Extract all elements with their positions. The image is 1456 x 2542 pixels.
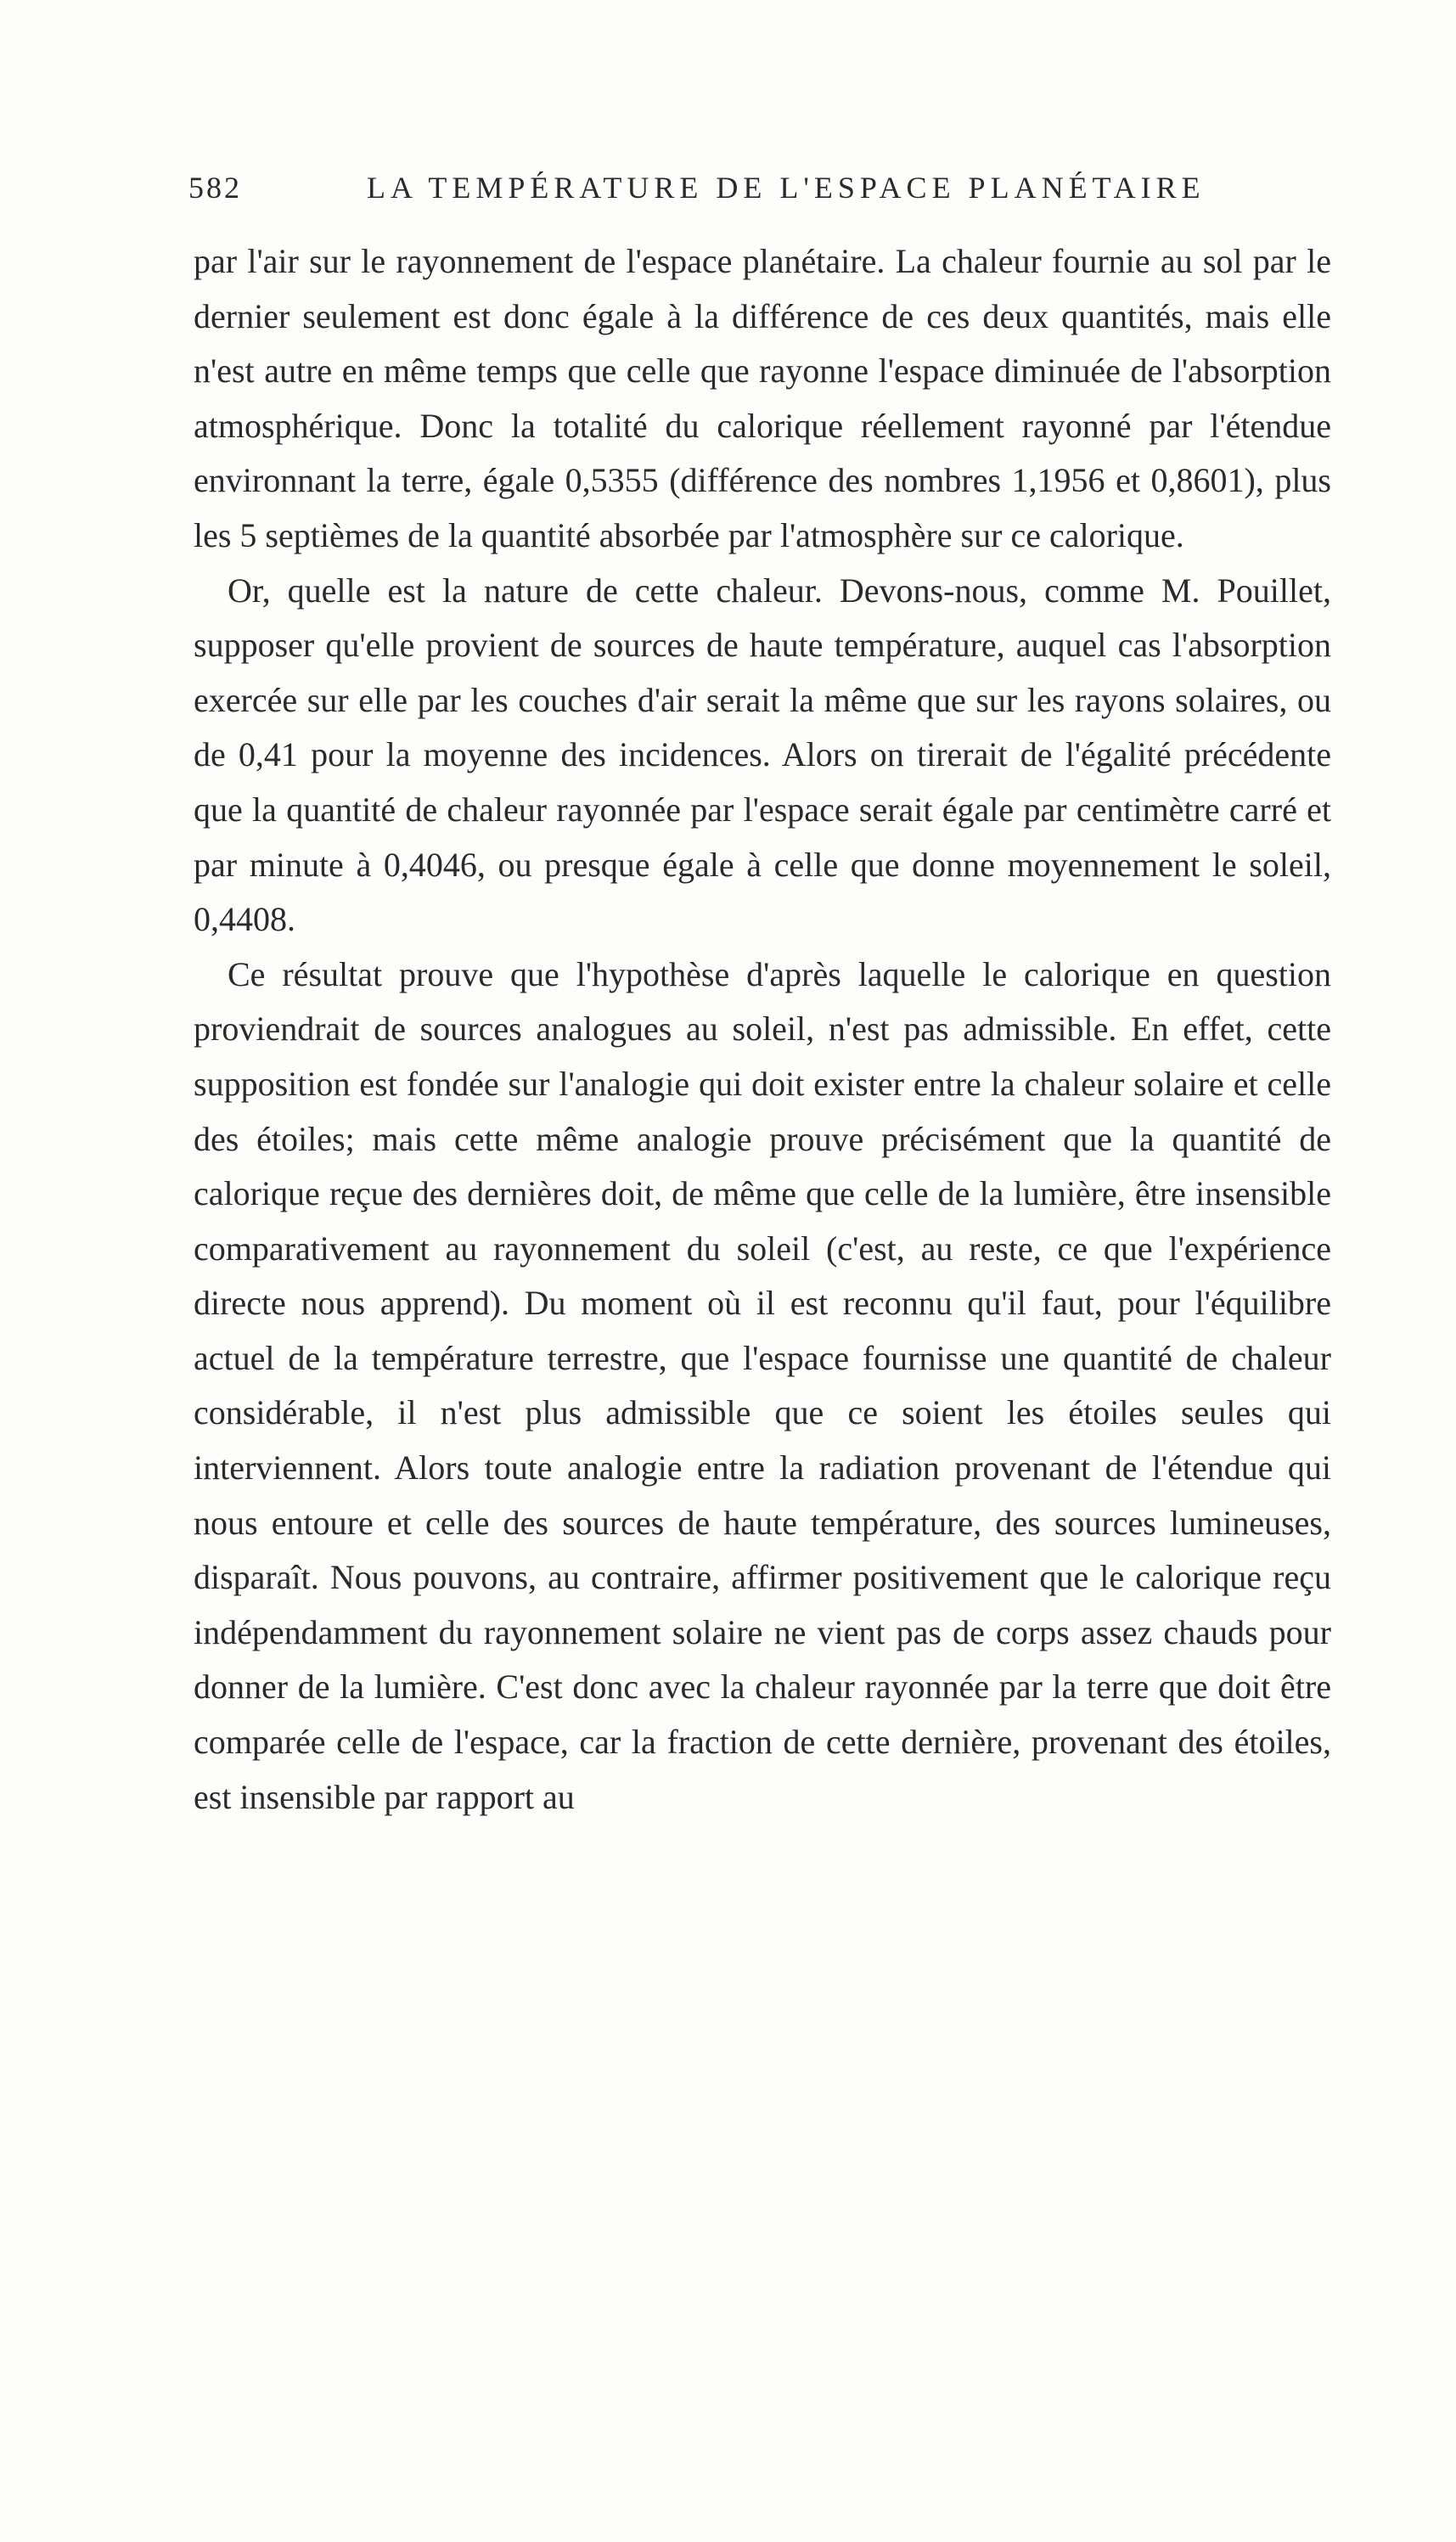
running-header <box>188 166 1335 209</box>
paragraph-3: Ce résultat prouve que l'hypothèse d'après laquelle le calorique en question proviendrait de sources analogues au soleil, n'est pas admissible. En effet, cette supposition est fondée sur l'analogie qui doit exister entre la chaleur solaire et celle des étoiles; mais cette même analogie prouve précisément que la quantité de calorique reçue des dernières doit, de même que celle de la lumière, être insensible comparativement au rayonnement du soleil (c'est, au reste, ce que l'expérience directe nous apprend). Du moment où il est reconnu qu'il faut, pour l'équilibre actuel de la température terrestre, que l'espace fournisse une quantité de chaleur considérable, il n'est plus admissible que ce soient les étoiles seules qui interviennent. Alors toute analogie entre la radiation provenant de l'étendue qui nous entoure et celle des sources de haute température, des sources lumineuses, disparaît. Nous pouvons, au contraire, affirmer positivement que le calorique reçu indépendamment du rayonnement solaire ne vient pas de corps assez chauds pour donner de la lumière. C'est donc avec la chaleur rayonnée par la terre que doit être comparée celle de l'espace, car la fraction de cette dernière, provenant des étoiles, est insensible par rapport au <box>194 954 1331 1816</box>
running-title: LA TEMPÉRATURE DE L'ESPACE PLANÉTAIRE <box>367 171 1206 205</box>
body-text <box>194 234 1331 1825</box>
page-number: 582 <box>188 171 242 205</box>
paragraph-1: par l'air sur le rayonnement de l'espace planétaire. La chaleur fournie au sol par le dernier seulement est donc égale à la différence de ces deux quantités, mais elle n'est autre en même temps que celle que rayonne l'espace diminuée de l'absorption atmosphérique. Donc la totalité du calorique réellement rayonné par l'étendue environnant la terre, égale 0,5355 (différence des nombres 1,1956 et 0,8601), plus les 5 septièmes de la quantité absorbée par l'atmosphère sur ce calorique. <box>194 242 1331 554</box>
paragraph-2: Or, quelle est la nature de cette chaleur. Devons-nous, comme M. Pouillet, supposer qu'elle provient de sources de haute température, auquel cas l'absorption exercée sur elle par les couches d'air serait la même que sur les rayons solaires, ou de 0,41 pour la moyenne des incidences. Alors on tirerait de l'égalité précédente que la quantité de chaleur rayonnée par l'espace serait égale par centimètre carré et par minute à 0,4046, ou presque égale à celle que donne moyennement le soleil, 0,4408. <box>194 571 1331 939</box>
